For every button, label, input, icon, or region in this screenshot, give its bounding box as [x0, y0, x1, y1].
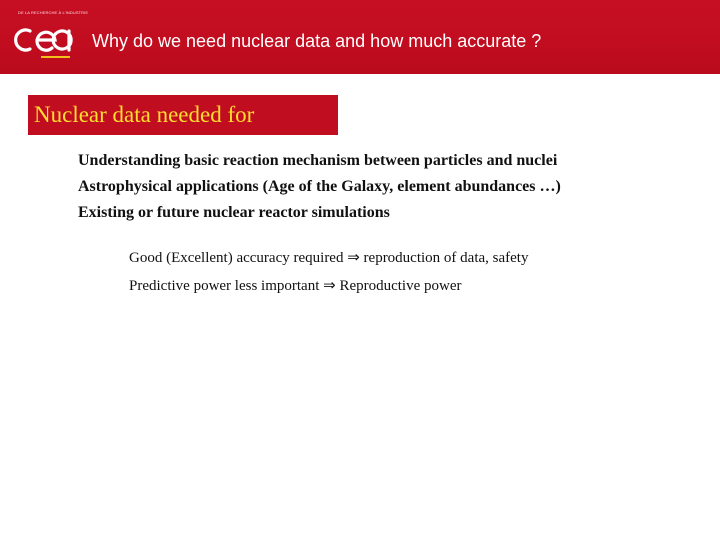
slide-title: Why do we need nuclear data and how much accurate ? — [92, 31, 542, 51]
section-title: Nuclear data needed for — [34, 102, 255, 127]
bullet-list — [78, 151, 561, 229]
sub-bullet-list — [129, 248, 528, 304]
logo-tagline: DE LA RECHERCHE À L'INDUSTRIE — [18, 10, 89, 15]
cea-logo-icon — [14, 20, 76, 62]
section-title-box — [28, 95, 338, 135]
slide-header — [0, 0, 720, 74]
cea-logo — [14, 10, 89, 62]
bullet-item: Understanding basic reaction mechanism between particles and nuclei — [78, 152, 558, 169]
bullet-item: Existing or future nuclear reactor simulations — [78, 204, 390, 221]
sub-bullet-item: Good (Excellent) accuracy required ⇒ reproduction of data, safety — [129, 250, 529, 266]
sub-bullet-item: Predictive power less important ⇒ Reproductive power — [129, 278, 462, 294]
bullet-item: Astrophysical applications (Age of the Galaxy, element abundances …) — [78, 178, 561, 195]
